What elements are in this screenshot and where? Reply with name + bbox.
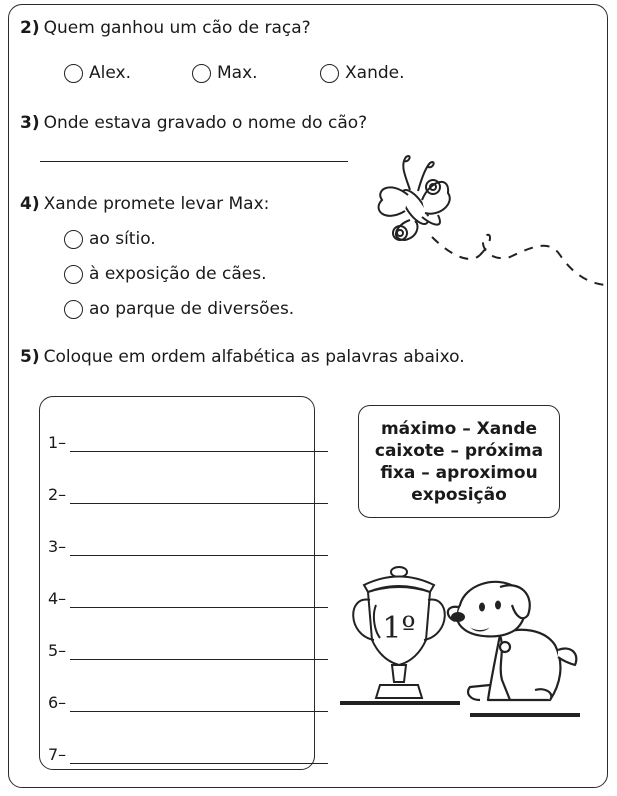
radio-circle[interactable] bbox=[64, 265, 83, 284]
order-answer-line[interactable] bbox=[70, 697, 328, 712]
order-row[interactable] bbox=[48, 433, 328, 452]
order-number: 6– bbox=[48, 693, 67, 712]
radio-circle[interactable] bbox=[320, 64, 339, 83]
question-2 bbox=[20, 18, 311, 38]
order-row[interactable] bbox=[48, 485, 328, 504]
question-3 bbox=[20, 113, 367, 133]
q4-option-exposicao[interactable] bbox=[64, 264, 267, 284]
q2-option-alex[interactable] bbox=[64, 63, 131, 83]
order-row[interactable] bbox=[48, 745, 328, 764]
order-answer-line[interactable] bbox=[70, 593, 328, 608]
order-number: 1– bbox=[48, 433, 67, 452]
question-5-number: 5) bbox=[20, 347, 40, 367]
trophy-label: 1º bbox=[382, 611, 416, 646]
word-line: fixa – aproximou bbox=[380, 462, 538, 483]
order-row[interactable] bbox=[48, 537, 328, 556]
question-2-text: Quem ganhou um cão de raça? bbox=[43, 18, 311, 38]
order-number: 5– bbox=[48, 641, 67, 660]
q2-option-label: Alex. bbox=[89, 63, 131, 83]
order-number: 2– bbox=[48, 485, 67, 504]
q3-answer-line[interactable] bbox=[40, 161, 348, 162]
order-row[interactable] bbox=[48, 693, 328, 712]
order-answer-line[interactable] bbox=[70, 437, 328, 452]
question-5 bbox=[20, 347, 465, 367]
radio-circle[interactable] bbox=[64, 64, 83, 83]
q4-option-label: ao sítio. bbox=[89, 229, 156, 249]
q2-option-max[interactable] bbox=[192, 63, 258, 83]
order-answer-line[interactable] bbox=[70, 489, 328, 504]
question-4-text: Xande promete levar Max: bbox=[43, 194, 270, 214]
q2-option-label: Xande. bbox=[345, 63, 405, 83]
order-answer-line[interactable] bbox=[70, 645, 328, 660]
radio-circle[interactable] bbox=[64, 230, 83, 249]
question-2-number: 2) bbox=[20, 18, 40, 38]
order-answer-line[interactable] bbox=[70, 541, 328, 556]
question-5-text: Coloque em ordem alfabética as palavras abaixo. bbox=[43, 347, 465, 367]
radio-circle[interactable] bbox=[192, 64, 211, 83]
q4-option-parque[interactable] bbox=[64, 299, 294, 319]
word-list-box bbox=[358, 405, 560, 518]
question-3-number: 3) bbox=[20, 113, 40, 133]
word-line: exposição bbox=[411, 484, 507, 505]
order-number: 3– bbox=[48, 537, 67, 556]
ground-line bbox=[340, 698, 460, 708]
word-line: caixote – próxima bbox=[374, 440, 544, 461]
butterfly-icon bbox=[370, 145, 610, 295]
alphabetical-order-box bbox=[39, 396, 315, 770]
q4-option-label: ao parque de diversões. bbox=[89, 299, 295, 319]
q4-option-sitio[interactable] bbox=[64, 229, 156, 249]
order-row[interactable] bbox=[48, 589, 328, 608]
q2-option-xande[interactable] bbox=[320, 63, 405, 83]
question-4-number: 4) bbox=[20, 194, 40, 214]
order-row[interactable] bbox=[48, 641, 328, 660]
q4-option-label: à exposição de cães. bbox=[89, 264, 267, 284]
q2-option-label: Max. bbox=[217, 63, 258, 83]
radio-circle[interactable] bbox=[64, 300, 83, 319]
question-4 bbox=[20, 194, 269, 214]
order-number: 4– bbox=[48, 589, 67, 608]
order-number: 7– bbox=[48, 745, 67, 764]
order-answer-line[interactable] bbox=[70, 749, 328, 764]
word-line: máximo – Xande bbox=[380, 418, 538, 439]
question-3-text: Onde estava gravado o nome do cão? bbox=[43, 113, 368, 133]
dog-icon bbox=[440, 575, 590, 715]
